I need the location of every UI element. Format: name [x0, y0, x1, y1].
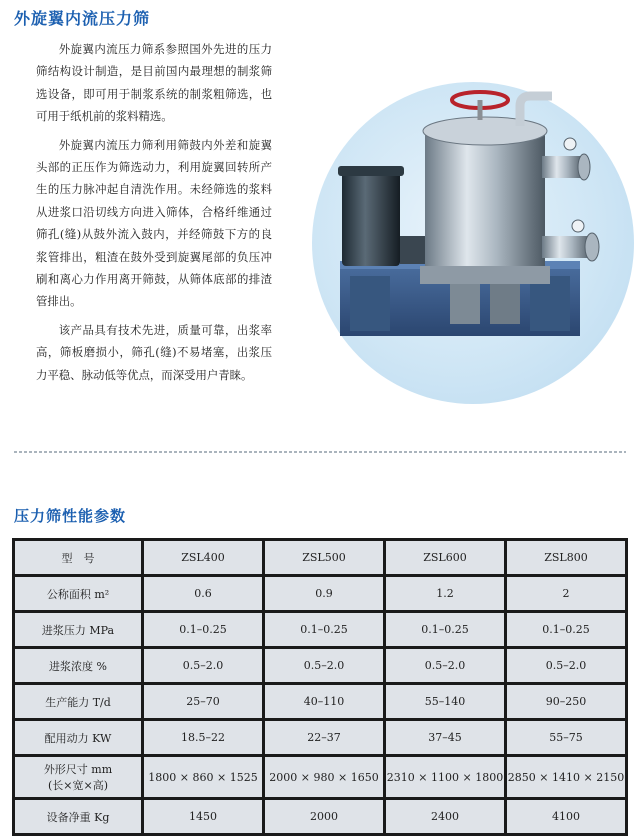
table-row: [15, 613, 625, 646]
cell: 22–37: [265, 721, 383, 754]
pressure-screen-machine-image: [330, 86, 630, 376]
table-row: [15, 721, 625, 754]
cell: 25–70: [144, 685, 262, 718]
header-model: ZSL400: [144, 541, 262, 574]
row-label-line2: (长×宽×高): [47, 779, 109, 792]
row-label: 配用动力 KW: [15, 721, 141, 754]
table-row: [15, 649, 625, 682]
cell: 18.5–22: [144, 721, 262, 754]
table-row: [15, 577, 625, 610]
header-model: ZSL600: [386, 541, 504, 574]
cell: 0.1–0.25: [265, 613, 383, 646]
cell: 90–250: [507, 685, 625, 718]
cell: 2850 × 1410 × 2150: [507, 757, 625, 797]
intro-text: [36, 38, 272, 392]
cell: 0.5–2.0: [386, 649, 504, 682]
cell: 0.1–0.25: [144, 613, 262, 646]
table-row: [15, 757, 625, 797]
cell: 2400: [386, 800, 504, 833]
cell: 0.6: [144, 577, 262, 610]
cell: 1.2: [386, 577, 504, 610]
cell: 55–75: [507, 721, 625, 754]
header-model: ZSL800: [507, 541, 625, 574]
row-label-line1: 外形尺寸 mm: [43, 763, 113, 776]
cell: 37–45: [386, 721, 504, 754]
row-label: 生产能力 T/d: [15, 685, 141, 718]
cell: 2310 × 1100 × 1800: [386, 757, 504, 797]
row-label: [15, 757, 141, 797]
row-label: 进浆浓度 %: [15, 649, 141, 682]
cell: 0.5–2.0: [507, 649, 625, 682]
page-title: 外旋翼内流压力筛: [14, 9, 151, 28]
cell: 0.5–2.0: [144, 649, 262, 682]
section-divider: [14, 451, 626, 453]
header-label: 型 号: [15, 541, 141, 574]
cell: 0.1–0.25: [386, 613, 504, 646]
cell: 0.1–0.25: [507, 613, 625, 646]
table-header-row: [15, 541, 625, 574]
table-title: 压力筛性能参数: [14, 507, 127, 525]
table-row: [15, 685, 625, 718]
cell: 1800 × 860 × 1525: [144, 757, 262, 797]
intro-paragraph: 外旋翼内流压力筛系参照国外先进的压力筛结构设计制造，是目前国内最理想的制浆筛选设备，即可用于制浆系统的制浆粗筛选，也可用于纸机前的浆料精选。: [36, 42, 272, 124]
cell: 2000: [265, 800, 383, 833]
cell: 1450: [144, 800, 262, 833]
spec-table: [12, 538, 628, 836]
cell: 0.9: [265, 577, 383, 610]
cell: 2: [507, 577, 625, 610]
row-label: 公称面积 m²: [15, 577, 141, 610]
intro-paragraph: 该产品具有技术先进，质量可靠，出浆率高，筛板磨损小，筛孔(缝)不易堵塞，出浆压力平稳、脉动低等优点，而深受用户青睐。: [36, 322, 272, 382]
header-model: ZSL500: [265, 541, 383, 574]
cell: 0.5–2.0: [265, 649, 383, 682]
cell: 40–110: [265, 685, 383, 718]
cell: 2000 × 980 × 1650: [265, 757, 383, 797]
cell: 4100: [507, 800, 625, 833]
row-label: 设备净重 Kg: [15, 800, 141, 833]
table-row: [15, 800, 625, 833]
intro-paragraph: 外旋翼内流压力筛利用筛鼓内外差和旋翼头部的正压作为筛选动力，利用旋翼回转所产生的压力脉冲起自清洗作用。未经筛选的浆料从进浆口沿切线方向进入筛体，合格纤维通过筛孔(缝)从鼓外流入鼓内，并经筛鼓下方的良浆管排出，粗渣在鼓外受到旋翼尾部的负压冲刷和离心力作用离开筛鼓，从筛体底部的排渣管排出。: [36, 137, 272, 309]
row-label: 进浆压力 MPa: [15, 613, 141, 646]
cell: 55–140: [386, 685, 504, 718]
